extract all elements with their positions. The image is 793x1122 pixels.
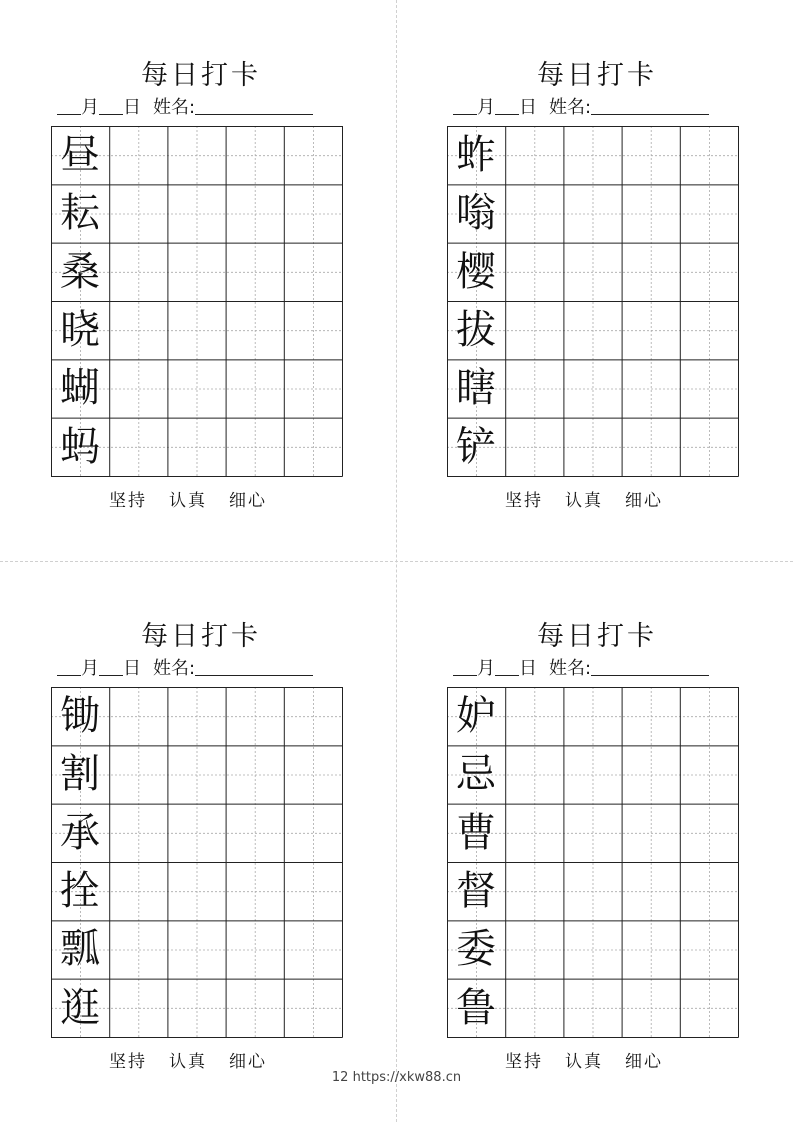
month-blank[interactable]: [453, 96, 477, 115]
motto-word: 坚持: [109, 491, 147, 511]
motto: [505, 1047, 705, 1072]
day-blank[interactable]: [495, 96, 519, 115]
day-blank[interactable]: [495, 657, 519, 676]
sample-character: 曹: [456, 809, 496, 856]
sample-character: 蝴: [60, 365, 100, 412]
name-blank[interactable]: [195, 96, 313, 115]
sample-character: 铲: [456, 423, 496, 470]
sample-character: 昼: [60, 132, 100, 178]
sample-character: 瞎: [456, 365, 496, 412]
sample-character: 蚱: [456, 132, 496, 178]
month-label: 月: [477, 97, 495, 118]
site-url: https://xkw88.cn: [352, 1070, 462, 1085]
checkin-card: [447, 58, 747, 518]
sample-character: 嗡: [456, 190, 496, 237]
motto-word: 认真: [169, 1052, 207, 1072]
day-label: 日: [519, 658, 537, 679]
month-label: 月: [81, 658, 99, 679]
sample-character: 瓢: [60, 926, 100, 973]
sample-character: 耘: [60, 190, 100, 237]
motto-word: 细心: [625, 1052, 663, 1072]
date-name-line: [57, 96, 347, 120]
page-number: 12: [331, 1070, 349, 1085]
motto-word: 认真: [565, 1052, 603, 1072]
name-label: 姓名:: [153, 97, 196, 118]
motto-word: 细心: [625, 491, 663, 511]
name-label: 姓名:: [549, 658, 592, 679]
day-label: 日: [123, 658, 141, 679]
card-title: 每日打卡: [141, 621, 261, 652]
sample-character: 忌: [456, 751, 496, 798]
page-footer: [0, 1070, 793, 1085]
checkin-card: [447, 619, 747, 1079]
name-blank[interactable]: [591, 657, 709, 676]
motto-word: 坚持: [505, 491, 543, 511]
motto: [505, 486, 705, 511]
month-blank[interactable]: [453, 657, 477, 676]
motto: [109, 1047, 309, 1072]
sample-character: 桑: [60, 248, 100, 295]
month-blank[interactable]: [57, 657, 81, 676]
practice-grid: [51, 126, 342, 476]
sample-character: 拴: [60, 868, 100, 914]
sample-characters: [447, 126, 505, 476]
day-blank[interactable]: [99, 657, 123, 676]
practice-grid: [51, 687, 342, 1037]
horizontal-cut-line: [0, 561, 793, 562]
sample-characters: [51, 126, 109, 476]
checkin-card: [51, 619, 351, 1079]
sample-character: 承: [60, 809, 100, 856]
month-label: 月: [477, 658, 495, 679]
month-blank[interactable]: [57, 96, 81, 115]
checkin-card: [51, 58, 351, 518]
day-label: 日: [123, 97, 141, 118]
card-title: 每日打卡: [537, 621, 657, 652]
date-name-line: [57, 657, 347, 681]
motto-word: 坚持: [505, 1052, 543, 1072]
day-label: 日: [519, 97, 537, 118]
sample-characters: [51, 687, 109, 1037]
card-title: 每日打卡: [141, 60, 261, 91]
practice-grid: [447, 126, 738, 476]
day-blank[interactable]: [99, 96, 123, 115]
card-title: 每日打卡: [537, 60, 657, 91]
name-blank[interactable]: [591, 96, 709, 115]
name-label: 姓名:: [549, 97, 592, 118]
motto-word: 细心: [229, 1052, 267, 1072]
sample-character: 锄: [60, 693, 100, 739]
sample-character: 拔: [456, 307, 496, 353]
sample-character: 督: [456, 868, 496, 914]
sample-character: 逛: [60, 984, 100, 1031]
sample-character: 割: [60, 751, 100, 798]
sample-character: 委: [456, 926, 496, 973]
practice-grid: [447, 687, 738, 1037]
name-label: 姓名:: [153, 658, 196, 679]
sample-character: 鲁: [456, 984, 496, 1031]
motto-word: 细心: [229, 491, 267, 511]
sample-character: 樱: [456, 248, 496, 295]
motto-word: 坚持: [109, 1052, 147, 1072]
motto: [109, 486, 309, 511]
motto-word: 认真: [169, 491, 207, 511]
name-blank[interactable]: [195, 657, 313, 676]
sample-character: 妒: [456, 693, 496, 739]
month-label: 月: [81, 97, 99, 118]
motto-word: 认真: [565, 491, 603, 511]
sample-character: 晓: [60, 307, 100, 353]
sample-characters: [447, 687, 505, 1037]
date-name-line: [453, 657, 743, 681]
date-name-line: [453, 96, 743, 120]
sample-character: 蚂: [60, 423, 100, 470]
